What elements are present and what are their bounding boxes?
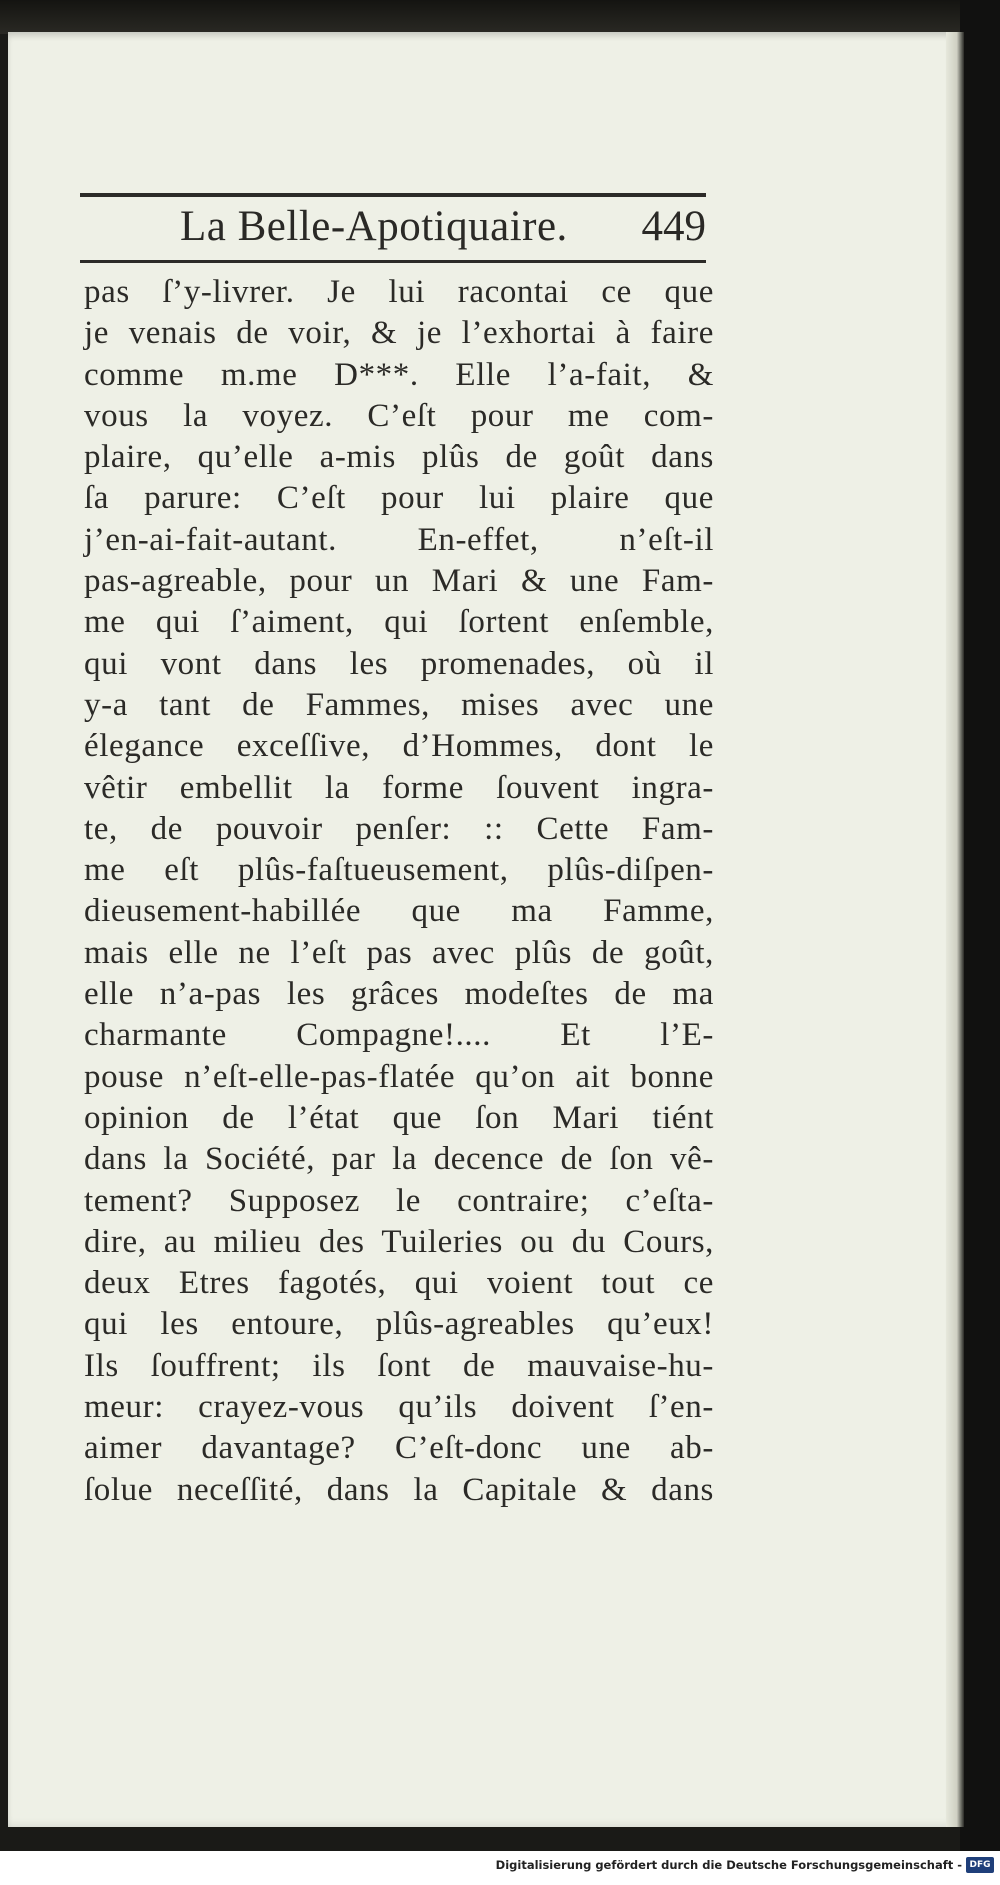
text-line: y-a tant de Fammes, mises avec une — [84, 686, 714, 723]
text-line: je venais de voir, & je l’exhortai à faire — [84, 315, 714, 352]
text-line: ſa parure: C’eſt pour lui plaire que — [84, 480, 714, 517]
text-line: meur: crayez-vous qu’ils doivent ſ’en- — [84, 1389, 714, 1426]
text-line: dieusement-habillée que ma Famme, — [84, 893, 714, 930]
text-line: pas ſ’y-livrer. Je lui racontai ce que — [84, 274, 714, 310]
scan-border-right — [960, 0, 1000, 1885]
body-text — [84, 272, 714, 1511]
header-rule-bottom — [80, 260, 706, 263]
text-line: charmante Compagne!.... Et l’E- — [84, 1017, 714, 1054]
text-line: dans la Société, par la decence de ſon vê- — [84, 1141, 714, 1178]
text-line: plaire, qu’elle a-mis plûs de goût dans — [84, 439, 714, 476]
text-line: aimer davantage? C’eſt-donc une ab- — [84, 1430, 714, 1467]
text-line: tement? Supposez le contraire; c’eſta- — [84, 1182, 714, 1219]
page-edge — [946, 32, 964, 1827]
dfg-logo: DFG — [966, 1857, 994, 1873]
text-line: me eſt plûs-faſtueusement, plûs-diſpen- — [84, 852, 714, 889]
text-line: pas-agreable, pour un Mari & une Fam- — [84, 563, 714, 600]
text-line: pouse n’eſt-elle-pas-flatée qu’on ait bonne — [84, 1058, 714, 1095]
text-line: comme m.me D***. Elle l’a-fait, & — [84, 356, 714, 393]
page-number: 449 — [641, 203, 706, 250]
text-line: qui les entoure, plûs-agreables qu’eux! — [84, 1306, 714, 1343]
text-line: mais elle ne l’eſt pas avec plûs de goût, — [84, 934, 714, 971]
header-rule-top — [80, 193, 706, 197]
text-line: ſolue neceſſité, dans la Capitale & dans — [84, 1471, 714, 1508]
text-line: élegance exceſſive, d’Hommes, dont le — [84, 728, 714, 765]
text-line: dire, au milieu des Tuileries ou du Cours, — [84, 1223, 714, 1260]
text-line: Ils ſouffrent; ils ſont de mauvaise-hu- — [84, 1347, 714, 1384]
running-header — [80, 193, 706, 265]
text-line: te, de pouvoir penſer: :: Cette Fam- — [84, 810, 714, 847]
text-line: vêtir embellit la forme ſouvent ingra- — [84, 769, 714, 806]
scan-border-top — [0, 0, 1000, 34]
digitization-credit: Digitalisierung gefördert durch die Deutsche Forschungsgemeinschaft - — [495, 1858, 962, 1872]
running-title: La Belle-Apotiquaire. — [180, 203, 568, 250]
text-line: qui vont dans les promenades, où il — [84, 645, 714, 682]
text-line: deux Etres fagotés, qui voient tout ce — [84, 1265, 714, 1302]
text-line: vous la voyez. C’eſt pour me com- — [84, 397, 714, 434]
text-line: elle n’a-pas les grâces modeſtes de ma — [84, 976, 714, 1013]
text-line: me qui ſ’aiment, qui ſortent enſemble, — [84, 604, 714, 641]
text-line: opinion de l’état que ſon Mari tiént — [84, 1099, 714, 1136]
text-line: j’en-ai-fait-autant. En-effet, n’eſt-il — [84, 521, 714, 558]
